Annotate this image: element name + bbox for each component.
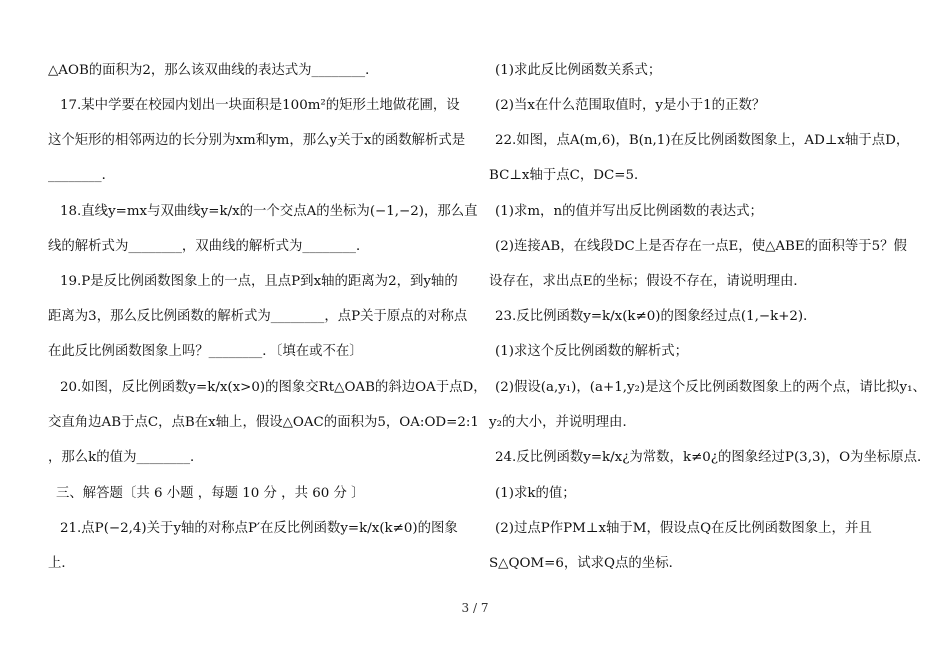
q21-line-2: 上．	[48, 556, 75, 571]
q19-line-1: 19.P是反比例函数图象上的一点，且点P到x轴的距离为2，到y轴的	[60, 274, 458, 289]
q23-part-2-line-2: y₂的大小，并说明理由．	[489, 415, 636, 430]
q22-part-2-line-1: (2)连接AB，在线段DC上是否存在一点E，使△ABE的面积等于5？假	[495, 239, 907, 254]
q18-line-1: 18.直线y=mx与双曲线y=k/x的一个交点A的坐标为(−1,−2)，那么直	[60, 204, 478, 219]
q24-line-1: 24.反比例函数y=k/x¿为常数，k≠0¿的图象经过P(3,3)，O为坐标原点．	[495, 450, 931, 465]
q17-line-1: 17.某中学要在校园内划出一块面积是100m²的矩形土地做花圃，设	[60, 98, 460, 113]
q17-line-3: ________．	[48, 168, 115, 183]
q20-line-3: ，那么k的值为________．	[48, 450, 204, 465]
q22-line-1: 22.如图，点A(m,6)，B(n,1)在反比例函数图象上，AD⊥x轴于点D，	[495, 133, 910, 148]
q23-part-2-line-1: (2)假设(a,y₁)，(a+1,y₂)是这个反比例函数图象上的两个点，请比拟y₁、	[495, 380, 926, 395]
q22-part-1: (1)求m，n的值并写出反比例函数的表达式；	[495, 204, 763, 219]
q16-tail: △AOB的面积为2，那么该双曲线的表达式为________．	[48, 63, 379, 78]
q19-line-3: 在此反比例函数图象上吗？________．〔填在或不在〕	[48, 344, 363, 359]
q23-line-1: 23.反比例函数y=k/x(k≠0)的图象经过点(1,−k+2)．	[495, 309, 817, 324]
section-three-heading: 三、解答题〔共 6 小题 ，每题 10 分 ，共 60 分 〕	[56, 486, 365, 501]
q21-part-2: (2)当x在什么范围取值时，y是小于1的正数？	[495, 98, 766, 113]
page-number: 3 / 7	[461, 601, 489, 615]
q20-line-1: 20.如图，反比例函数y=k/x(x>0)的图象交Rt△OAB的斜边OA于点D，	[60, 380, 487, 395]
q24-part-1: (1)求k的值；	[495, 486, 576, 501]
q21-line-1: 21.点P(−2,4)关于y轴的对称点P′在反比例函数y=k/x(k≠0)的图象	[60, 521, 458, 536]
q20-line-2: 交直角边AB于点C，点B在x轴上，假设△OAC的面积为5，OA:OD=2:1	[48, 415, 479, 430]
q19-line-2: 距离为3，那么反比例函数的解析式为________，点P关于原点的对称点	[48, 309, 468, 324]
q17-line-2: 这个矩形的相邻两边的长分别为xm和ym，那么y关于x的函数解析式是	[48, 133, 466, 148]
q18-line-2: 线的解析式为________，双曲线的解析式为________．	[48, 239, 370, 254]
q22-line-2: BC⊥x轴于点C，DC=5．	[489, 168, 648, 183]
q24-part-2-line-2: S△QOM=6，试求Q点的坐标．	[489, 556, 682, 571]
q23-part-1: (1)求这个反比例函数的解析式；	[495, 344, 689, 359]
q22-part-2-line-2: 设存在，求出点E的坐标；假设不存在，请说明理由．	[489, 274, 807, 289]
q21-part-1: (1)求此反比例函数关系式；	[495, 63, 662, 78]
q24-part-2-line-1: (2)过点P作PM⊥x轴于M，假设点Q在反比例函数图象上，并且	[495, 521, 872, 536]
